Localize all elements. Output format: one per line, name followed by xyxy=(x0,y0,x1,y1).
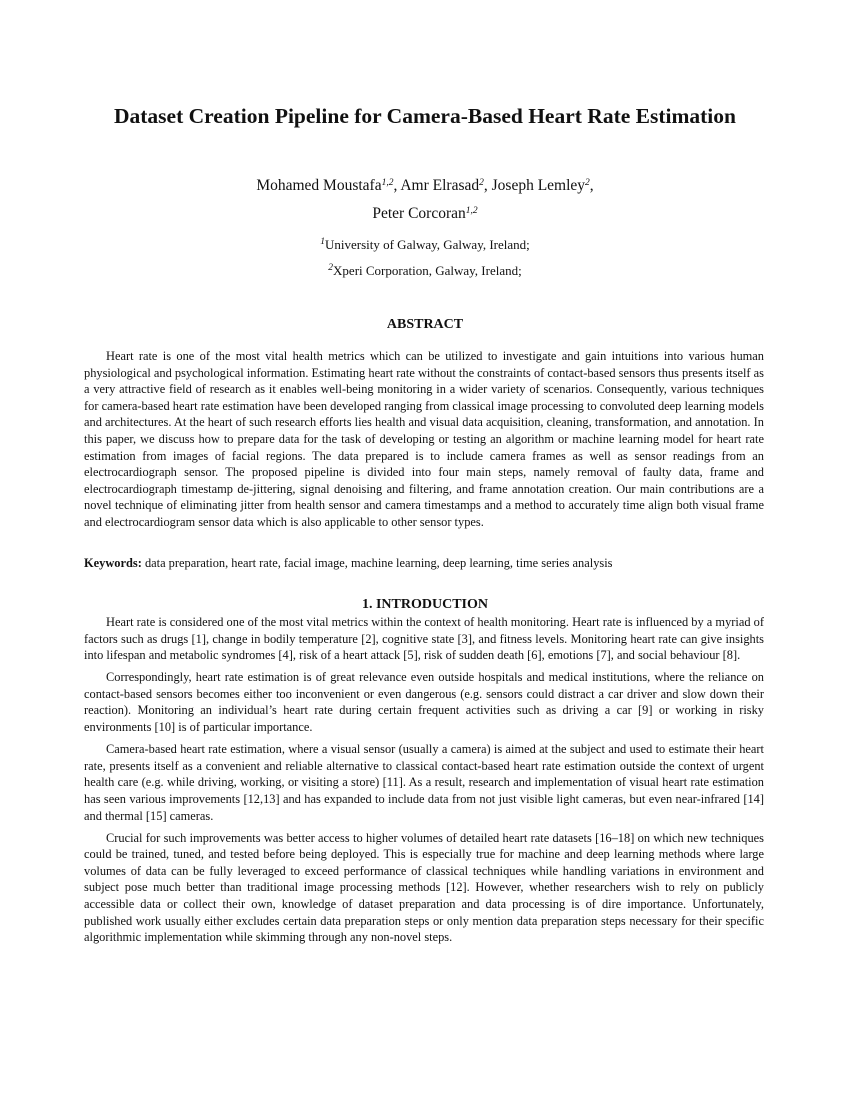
author-name: Peter Corcoran xyxy=(372,205,466,222)
affiliation xyxy=(150,258,700,284)
author-affiliation-mark: 2 xyxy=(585,178,590,188)
keywords-label: Keywords: xyxy=(84,556,142,570)
author-list xyxy=(150,172,700,228)
paragraph: Correspondingly, heart rate estimation is of great relevance even outside hospitals and medical institutions, where the reliance on contact-based sensors becomes either too inconvenient or even dangerous (e.g. sensors could distract a car driver and slow down their reaction). Monitoring an individual’s heart rate during certain frequent activities such as driving a car [9] or working in risky environments [10] is of particular importance. xyxy=(84,670,764,735)
affiliation-text: University of Galway, Galway, Ireland; xyxy=(324,237,530,252)
paragraph: Crucial for such improvements was better access to higher volumes of detailed heart rate datasets [16–18] on which new techniques could be trained, tuned, and tested before being deployed. This is especially true for machine and deep learning methods where large volumes of data can be fully leveraged to exceed performance of classical techniques while handling variations in environment and subject pose much better than traditional image processing methods [12]. However, whether researchers wish to rely on publicly accessible data or collect their own, knowledge of dataset preparation and data processing is of dire importance. Unfortunately, published work usually either excludes certain data preparation steps or only mention data preparation steps necessary for their specific algorithmic implementation while skimming through any non-novel steps. xyxy=(84,830,764,945)
paragraph: Heart rate is considered one of the most vital metrics within the context of health monitoring. Heart rate is influenced by a myriad of factors such as drugs [1], change in bodily temperature [2], cognitive state [3], and fitness levels. Monitoring heart rate can give insights into lifespan and metabolic syndromes [4], risk of a heart attack [5], risk of sudden death [6], emotions [7], and social behaviour [8]. xyxy=(84,615,764,663)
affiliation xyxy=(150,232,700,258)
author: Joseph Lemley$^2$, xyxy=(491,177,594,194)
paper-title: Dataset Creation Pipeline for Camera-Based Heart Rate Estimation xyxy=(114,104,736,128)
author-name: Joseph Lemley xyxy=(491,177,586,194)
author: Amr Elrasad$^2$, xyxy=(400,177,492,194)
introduction-body xyxy=(84,614,764,951)
abstract-heading: ABSTRACT xyxy=(386,317,464,332)
author xyxy=(372,205,477,222)
author-name: Amr Elrasad xyxy=(400,177,480,194)
author-affiliation-mark: 1,2 xyxy=(465,206,478,216)
keywords-text: data preparation, heart rate, facial image, machine learning, deep learning, time series analysis xyxy=(144,556,613,570)
keywords xyxy=(84,555,764,572)
author-affiliation-mark: 2 xyxy=(479,178,484,188)
affiliation-list xyxy=(150,232,700,284)
introduction-heading: 1. INTRODUCTION xyxy=(361,597,488,612)
affiliation-mark: 2 xyxy=(328,263,334,273)
author-affiliation-mark: 1,2 xyxy=(381,178,394,188)
abstract-text: Heart rate is one of the most vital health metrics which can be utilized to investigate and gain intuitions into various human physiological and psychological information. Estimating heart rate without the constraints of contact-based sensors thus presents itself as a very attractive field of research as it enables well-being monitoring in a wider variety of scenarios. Consequently, various techniques for camera-based heart rate estimation have been developed ranging from classical image processing to convoluted deep learning models and architectures. At the heart of such research efforts lies health and visual data acquisition, cleaning, transformation, and annotation. In this paper, we discuss how to prepare data for the task of developing or testing an algorithm or machine learning model for heart rate estimation from images of facial regions. The data prepared is to include camera frames as well as sensor readings from an electrocardiograph sensor. The proposed pipeline is divided into four main steps, namely removal of faulty data, frame and electrocardiograph timestamp de-jittering, signal denoising and filtering, and frame annotation creation. Our main contributions are a novel technique of eliminating jitter from health sensor and camera timestamps and a method to accurately time align both visual frame and electrocardiogram sensor data which is also applicable to other sensor types. xyxy=(84,349,764,529)
author: Mohamed Moustafa$^{1,2}$, xyxy=(256,177,401,194)
affiliation-text: Xperi Corporation, Galway, Ireland; xyxy=(333,263,522,278)
affiliation-mark: 1 xyxy=(320,237,325,247)
author-name: Mohamed Moustafa xyxy=(256,177,382,194)
paragraph: Camera-based heart rate estimation, where a visual sensor (usually a camera) is aimed at the subject and used to estimate their heart rate, presents itself as a convenient and reliable alternative to classical contact-based heart rate estimation outside the context of urgent health care (e.g. while driving, working, or visiting a store) [11]. As a result, research and implementation of visual heart rate estimation has seen various improvements [12,13] and has expanded to include data from not just visible light cameras, but even near-infrared [14] and thermal [15] cameras. xyxy=(84,742,764,823)
